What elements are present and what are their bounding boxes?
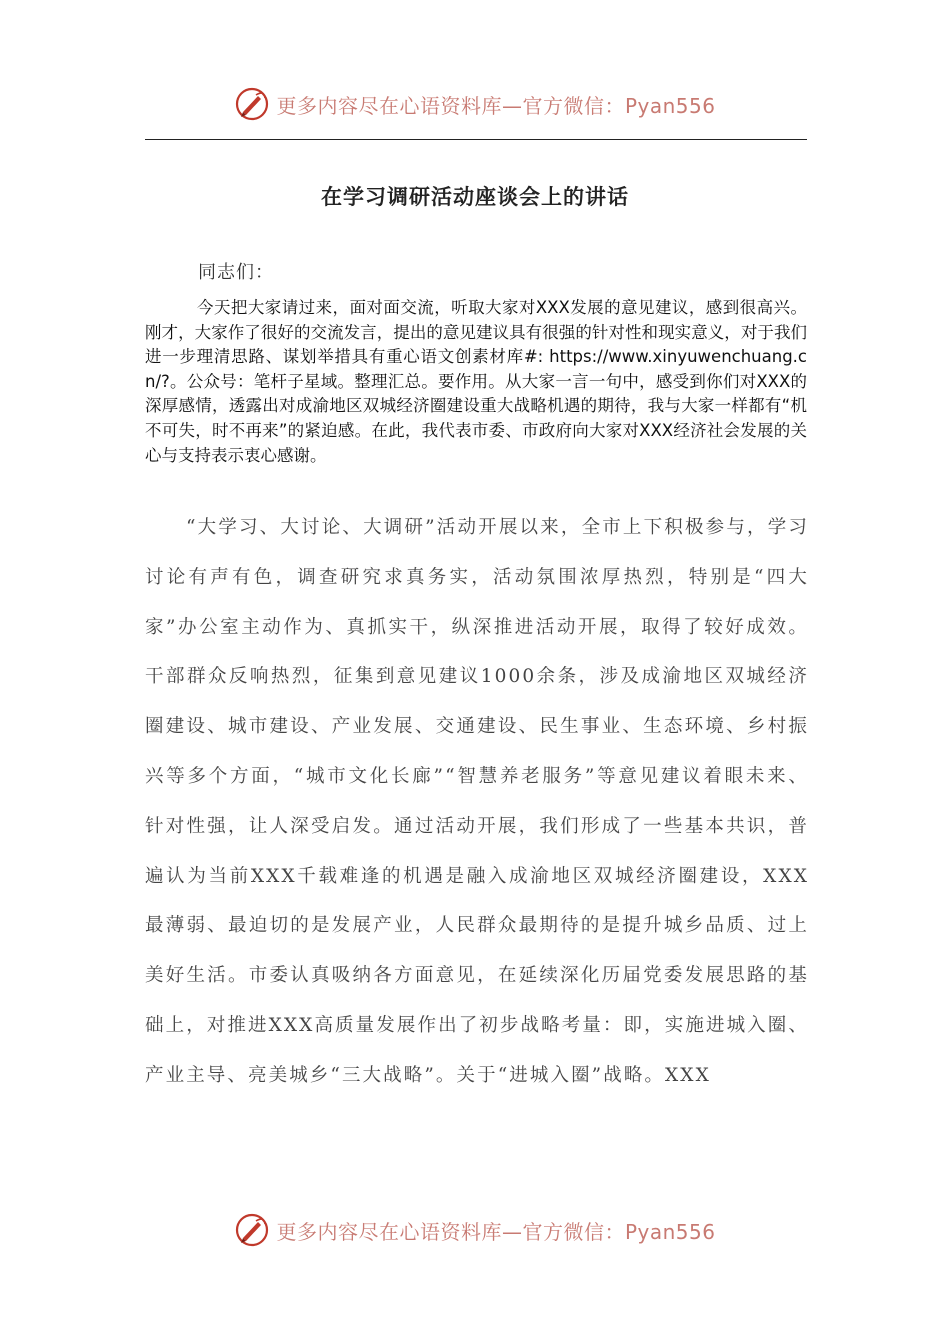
header-divider (145, 139, 807, 140)
greeting: 同志们： (198, 262, 274, 283)
document-title: 在学习调研活动座谈会上的讲话 (321, 185, 629, 209)
footer-banner-text: 更多内容尽在心语资料库—官方微信：Pyan556 (276, 1219, 716, 1244)
pen-logo-icon (234, 1212, 270, 1248)
pen-logo-icon (234, 86, 270, 122)
footer-banner (0, 1208, 950, 1252)
paragraph-intro: 今天把大家请过来，面对面交流，听取大家对XXX发展的意见建议，感到很高兴。刚才，大家作了很好的交流发言，提出的意见建议具有很强的针对性和现实意义，对于我们进一步理清思路、谋划举措具有重心语文创素材库#: https://www.xinyuwenchuang.cn/?。公众号：笔杆子星域。整理汇总。要作用。从大家一言一句中，感受到你们对XXX的深厚感情，透露出对成渝地区双城经济圈建设重大战略机遇的期待，我与大家一样都有“机不可失，时不再来”的紧迫感。在此，我代表市委、市政府向大家对XXX经济社会发展的关心与支持表示衷心感谢。 (145, 298, 807, 465)
header-banner-text: 更多内容尽在心语资料库—官方微信：Pyan556 (276, 93, 716, 118)
header-banner (0, 82, 950, 126)
paragraph-main: “大学习、大讨论、大调研”活动开展以来，全市上下积极参与，学习讨论有声有色，调查研究求真务实，活动氛围浓厚热烈，特别是“四大家”办公室主动作为、真抓实干，纵深推进活动开展，取得了较好成效。干部群众反响热烈，征集到意见建议1000余条，涉及成渝地区双城经济圈建设、城市建设、产业发展、交通建设、民生事业、生态环境、乡村振兴等多个方面，“城市文化长廊”“智慧养老服务”等意见建议着眼未来、针对性强，让人深受启发。通过活动开展，我们形成了一些基本共识，普遍认为当前XXX千载难逢的机遇是融入成渝地区双城经济圈建设，XXX最薄弱、最迫切的是发展产业，人民群众最期待的是提升城乡品质、过上美好生活。市委认真吸纳各方面意见，在延续深化历届党委发展思路的基础上，对推进XXX高质量发展作出了初步战略考量：即，实施进城入圈、产业主导、亮美城乡“三大战略”。关于“进城入圈”战略。XXX (145, 517, 809, 1086)
